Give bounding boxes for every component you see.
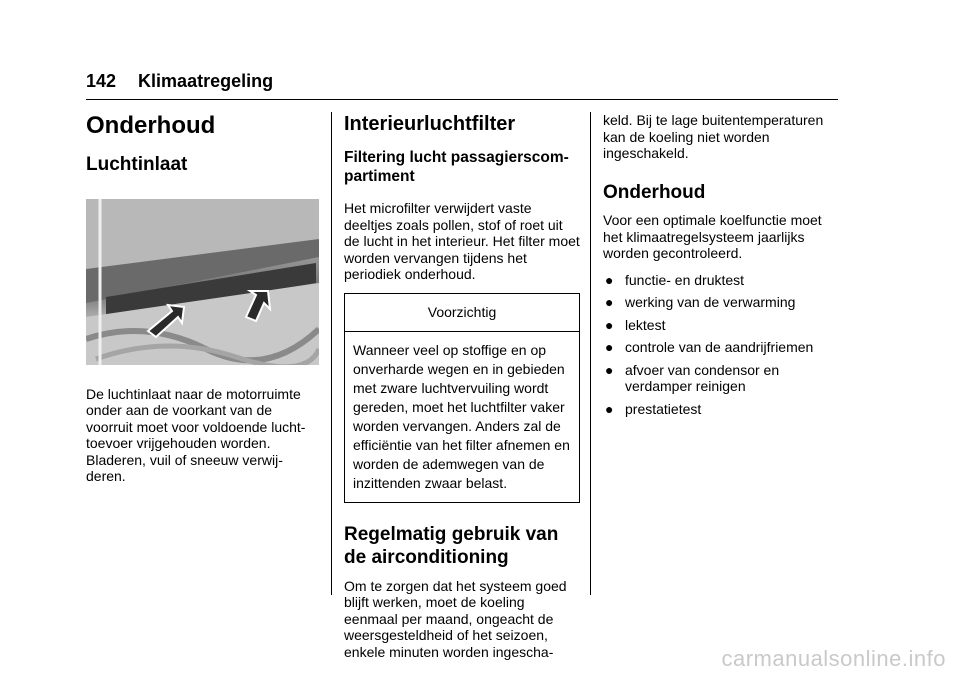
page-header bbox=[86, 71, 273, 92]
bullet-icon: ● bbox=[605, 400, 614, 417]
bullet-icon: ● bbox=[605, 316, 614, 333]
checklist bbox=[603, 272, 839, 418]
paragraph: Om te zorgen dat het systeem goed blijft werken, moet de koeling eenmaal per maand, ongeacht de weersgesteldheid of het seizoen, enkele minuten worden ingescha- bbox=[344, 577, 567, 660]
column-divider bbox=[590, 112, 591, 595]
caution-text: Wanneer veel op stoffige en op onverharde wegen en in gebieden met zware luchtvervuiling wordt gereden, moet het luchtfilter vaker worden vervangen. Anders zal de efficiëntie van het filter afnemen en worden de ademwegen van de inzittenden zwaar belast. bbox=[353, 341, 570, 491]
chapter-title: Klimaatregeling bbox=[138, 71, 274, 91]
list-item: ● functie- en druktest bbox=[605, 271, 745, 288]
subsection-title: Luchtinlaat bbox=[86, 153, 188, 175]
paragraph: Voor een optimale koelfunctie moet het klimaatregelsysteem jaarlijks worden gecontroleerd. bbox=[603, 212, 822, 262]
watermark: carmanualsonline.info bbox=[721, 646, 946, 671]
section-title: Onderhoud bbox=[603, 181, 706, 203]
bullet-icon: ● bbox=[605, 271, 614, 288]
bullet-icon: ● bbox=[605, 339, 614, 356]
list-item: ● werking van de verwarming bbox=[605, 294, 796, 311]
bullet-icon: ● bbox=[605, 294, 614, 311]
header-rule bbox=[86, 99, 838, 100]
caution-title: Voorzichtig bbox=[345, 294, 579, 332]
subsection-title: Regelmatig gebruik van de airconditioning bbox=[344, 523, 559, 568]
caution-box bbox=[344, 293, 580, 503]
air-inlet-photo bbox=[86, 199, 319, 365]
subsection-title: Filtering lucht passagierscom-partiment bbox=[344, 149, 569, 185]
column-right bbox=[603, 112, 839, 423]
section-title: Onderhoud bbox=[86, 112, 216, 139]
bullet-icon: ● bbox=[605, 361, 614, 378]
paragraph: De luchtinlaat naar de motorruimte onder aan de voorkant van de voorruit moet voor voldoende lucht-toevoer vrijgehouden worden. Bladeren, vuil of sneeuw verwij-deren. bbox=[86, 385, 306, 485]
list-item: ● prestatietest bbox=[605, 400, 702, 417]
air-inlet-photo-icon bbox=[86, 199, 319, 365]
column-divider bbox=[331, 112, 332, 595]
paragraph-continued: keld. Bij te lage buitentemperaturen kan de koeling niet worden ingeschakeld. bbox=[603, 112, 824, 161]
list-item: ● lektest bbox=[605, 316, 666, 333]
column-middle bbox=[344, 112, 580, 660]
section-title: Interieurluchtfilter bbox=[344, 113, 516, 135]
caution-body bbox=[345, 332, 579, 502]
list-item: ● afvoer van condensor en verdamper reinigen bbox=[605, 361, 780, 395]
list-item: ● controle van de aandrijfriemen bbox=[605, 339, 814, 356]
paragraph: Het microfilter verwijdert vaste deeltjes zoals pollen, stof of roet uit de lucht in het interieur. Het filter moet worden vervangen tijdens het periodiek onderhoud. bbox=[344, 200, 580, 283]
page-number: 142 bbox=[86, 71, 117, 91]
column-left bbox=[86, 112, 322, 485]
